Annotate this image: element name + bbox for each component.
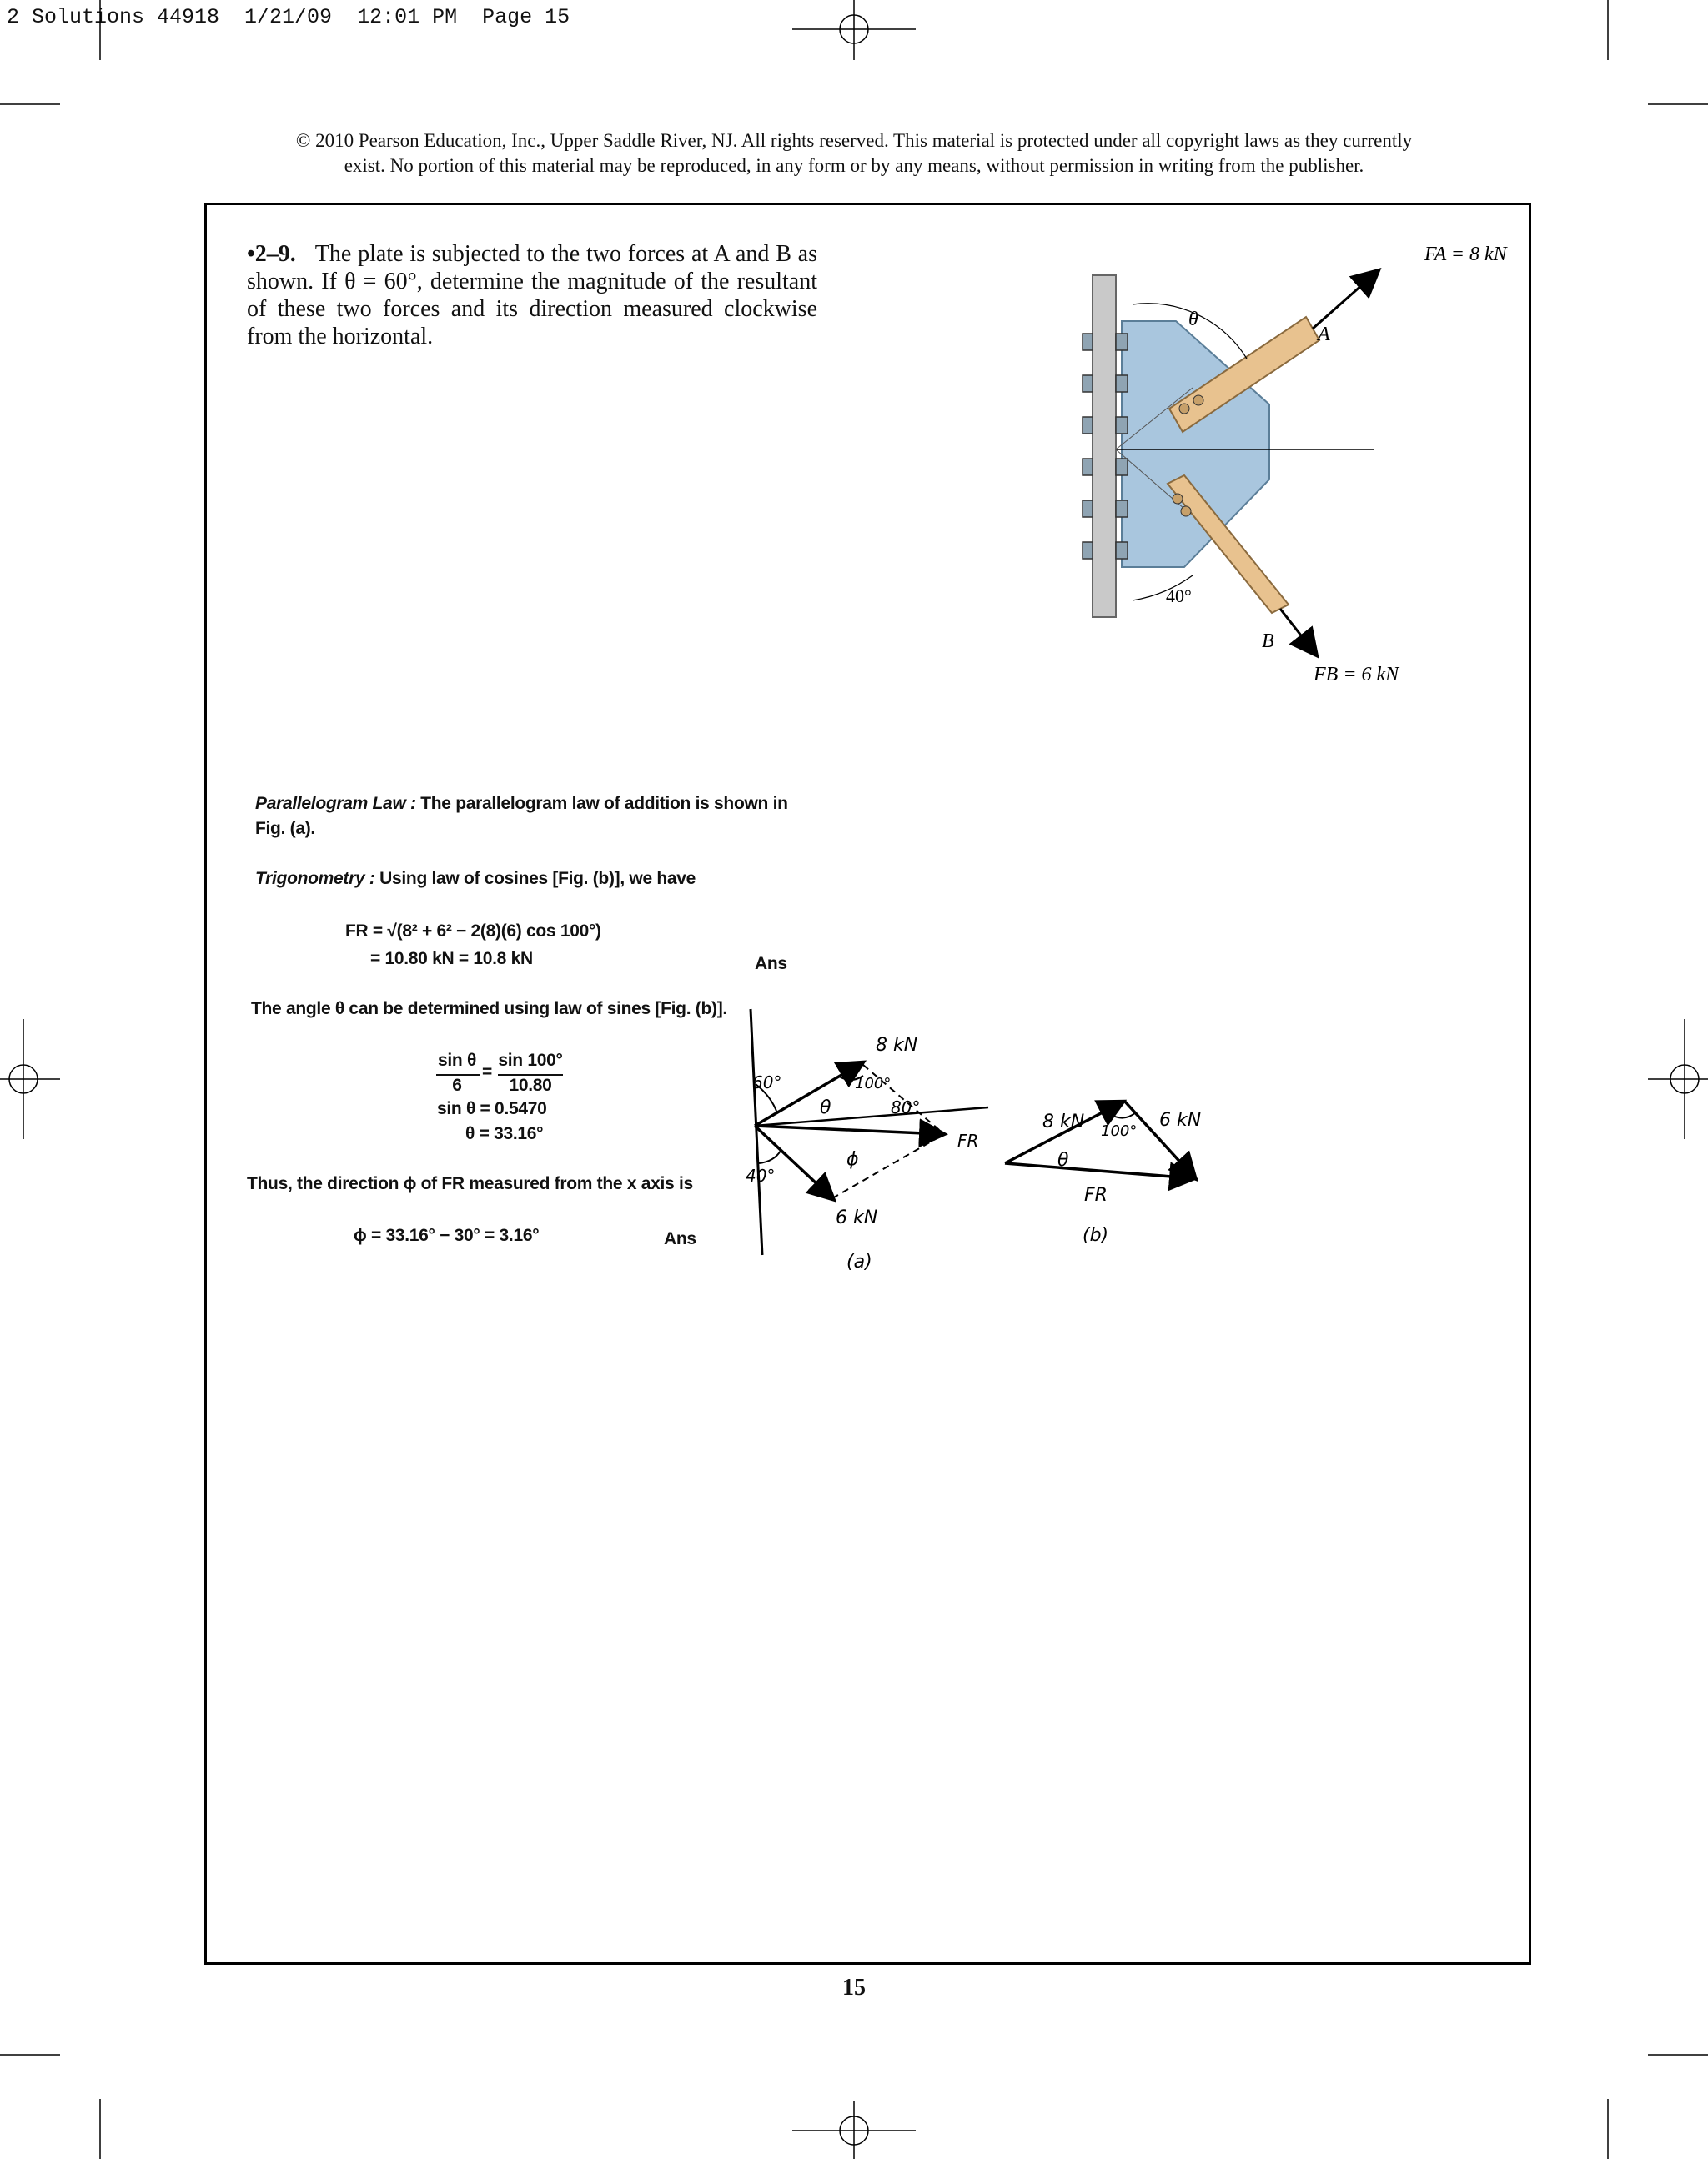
theta-label: θ bbox=[1188, 309, 1198, 330]
wall bbox=[1093, 275, 1116, 617]
sketch-a-40-label: 40° bbox=[746, 1166, 776, 1186]
sketch-a-80-label: 80° bbox=[891, 1097, 921, 1117]
sketch-b-fr-vector bbox=[1005, 1163, 1193, 1178]
sketch-b-8kn-label: 8 kN bbox=[1042, 1112, 1085, 1132]
sine-equals: = bbox=[482, 1062, 492, 1082]
problem-text: The plate is subjected to the two forces at A and B as shown. If θ = 60°, determine the magnitude of the resultant of these two forces and its direction measured clockwise from the horizontal. bbox=[247, 241, 817, 349]
theta-result: θ = 33.16° bbox=[465, 1124, 544, 1143]
force-b-arrow bbox=[1280, 609, 1316, 655]
sketch-a-8kn-label: 8 kN bbox=[876, 1035, 918, 1056]
sine-result: sin θ = 0.5470 bbox=[437, 1099, 547, 1118]
parallelogram-title: Parallelogram Law : bbox=[255, 794, 416, 813]
copyright-line-1: © 2010 Pearson Education, Inc., Upper Saddle River, NJ. All rights reserved. This material is protected under all copyright laws as they currently bbox=[295, 130, 1413, 151]
sine-numerator-1: sin θ bbox=[437, 1051, 477, 1070]
sketch-a-6kn-label: 6 kN bbox=[836, 1208, 878, 1228]
sketch-b bbox=[992, 1084, 1218, 1255]
sketch-b-6kn-label: 6 kN bbox=[1159, 1110, 1202, 1131]
trig-text: Using law of cosines [Fig. (b)], we have bbox=[379, 869, 696, 888]
sketch-a-caption: (a) bbox=[846, 1252, 872, 1273]
fb-label: FB = 6 kN bbox=[1314, 664, 1399, 685]
page-number: 15 bbox=[842, 1975, 866, 2001]
equation-fr: FR = √(8² + 6² − 2(8)(6) cos 100°) bbox=[345, 921, 601, 941]
equation-fr-result: = 10.80 kN = 10.8 kN bbox=[370, 949, 533, 968]
registration-target-bottom bbox=[792, 2101, 916, 2159]
sketch-b-theta-label: θ bbox=[1057, 1150, 1069, 1171]
registration-target-right bbox=[1648, 1019, 1708, 1139]
direction-text: Thus, the direction ϕ of FR measured from the x axis is bbox=[247, 1174, 693, 1193]
parallelogram-text-2: Fig. (a). bbox=[255, 819, 315, 838]
answer-label-2: Ans bbox=[664, 1229, 696, 1248]
sketch-a-fr-vector bbox=[755, 1126, 942, 1134]
sketch-a-phi-label: ϕ bbox=[846, 1149, 859, 1170]
sine-denominator-2: 10.80 bbox=[509, 1076, 552, 1095]
angle-b-label: 40° bbox=[1166, 585, 1192, 606]
point-b-label: B bbox=[1262, 630, 1274, 652]
registration-target-top bbox=[792, 0, 916, 60]
sketch-a-x-axis bbox=[755, 1107, 988, 1126]
sketch-b-caption: (b) bbox=[1083, 1225, 1109, 1246]
sketch-b-100-label: 100° bbox=[1101, 1122, 1138, 1140]
sketch-b-fr-label: FR bbox=[1084, 1185, 1108, 1206]
sketch-a-theta-label: θ bbox=[820, 1097, 831, 1118]
problem-figure bbox=[1076, 242, 1507, 692]
phi-equation: ϕ = 33.16° − 30° = 3.16° bbox=[354, 1226, 540, 1245]
force-a-arrow bbox=[1313, 271, 1378, 329]
answer-label-1: Ans bbox=[755, 954, 787, 973]
problem-number: •2–9. bbox=[247, 241, 296, 267]
sine-numerator-2: sin 100° bbox=[498, 1051, 563, 1070]
fa-label: FA = 8 kN bbox=[1424, 244, 1507, 265]
registration-target-left bbox=[0, 1019, 60, 1139]
point-a-label: A bbox=[1318, 324, 1330, 345]
parallelogram-text: The parallelogram law of addition is shown in bbox=[420, 794, 788, 813]
sketch-a-fr-label: FR bbox=[957, 1131, 979, 1151]
parallelogram-law-line bbox=[255, 794, 788, 814]
sketch-a-100-label: 100° bbox=[855, 1075, 892, 1092]
problem-statement bbox=[247, 240, 817, 350]
sine-denominator-1: 6 bbox=[452, 1076, 462, 1095]
sketch-a-60-label: 60° bbox=[752, 1072, 782, 1092]
trigonometry-line bbox=[255, 869, 696, 889]
law-of-sines-text: The angle θ can be determined using law of sines [Fig. (b)]. bbox=[251, 999, 727, 1018]
copyright-notice bbox=[0, 128, 1708, 178]
sketch-a bbox=[734, 1005, 1017, 1293]
printer-slug: 2 Solutions 44918 1/21/09 12:01 PM Page 15 bbox=[7, 5, 570, 29]
copyright-line-2: exist. No portion of this material may be reproduced, in any form or by any means, without permission in writing from the publisher. bbox=[344, 155, 1364, 176]
trig-title: Trigonometry : bbox=[255, 869, 375, 888]
